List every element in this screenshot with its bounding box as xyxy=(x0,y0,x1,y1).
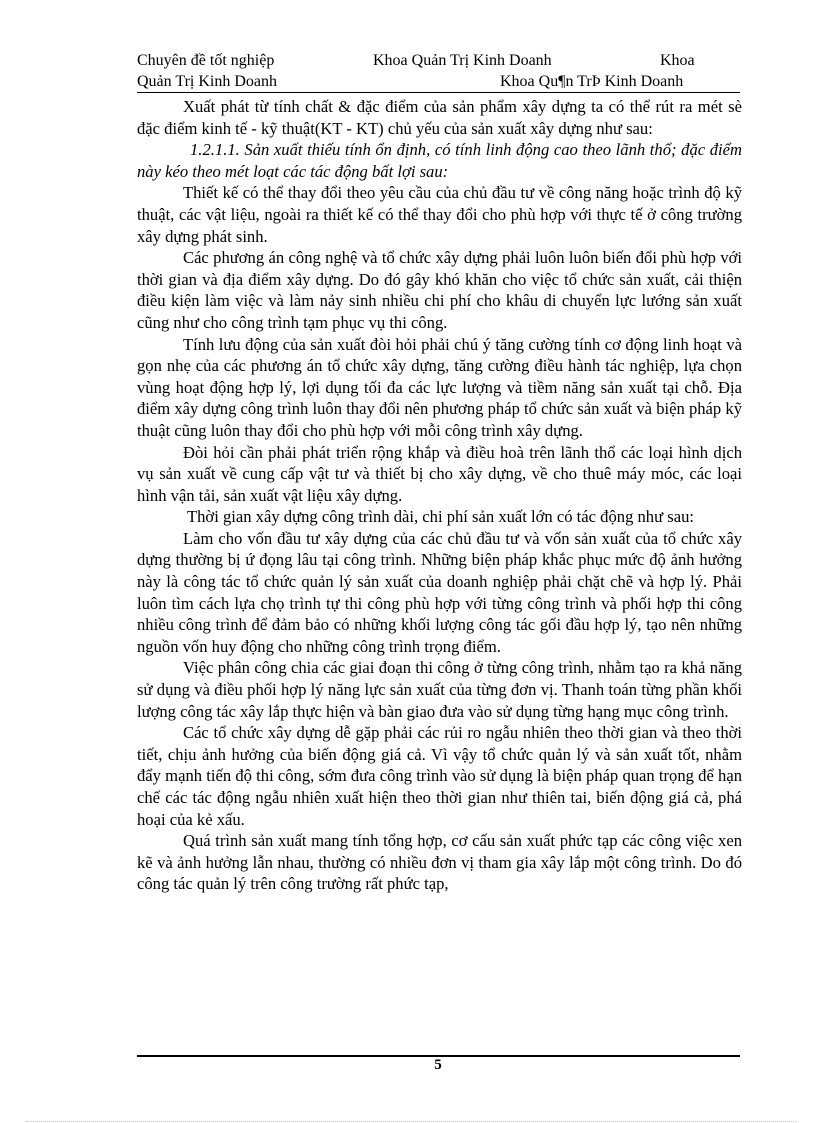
paragraph-design-changes: Thiết kế có thể thay đổi theo yêu cầu của chủ đầu tư về công năng hoặc trình độ kỹ thuật, các vật liệu, ngoài ra thiết kế có thể thay đổi cho phù hợp với thực tế ở công trường xây dựng phát sinh. xyxy=(137,183,742,246)
paragraph-phases: Việc phân công chia các giai đoạn thi công ở từng công trình, nhằm tạo ra khả năng sử dụng và điều phối hợp lý năng lực sản xuất của từng đơn vị. Thanh toán từng phần khối lượng công tác xây lắp thực hiện và bàn giao đưa vào sử dụng từng hạng mục công trình. xyxy=(137,658,742,721)
paragraph-capital: Làm cho vốn đầu tư xây dựng của các chủ đầu tư và vốn sản xuất của tổ chức xây dựng thường bị ứ đọng lâu tại công trình. Những biện pháp khắc phục mức độ ảnh hưởng này là công tác tổ chức quản lý sản xuất của doanh nghiệp phải chặt chẽ và hợp lý. Phải luôn tìm cách lựa chọ trình tự thi công phù hợp với từng công trình và phối hợp thi công nhiều công trình để đảm bảo có những khối lượng công tác gối đầu hợp lý, tạo nên những nguồn vốn huy động cho những công trình trọng điểm. xyxy=(137,528,742,656)
header-divider xyxy=(137,92,740,93)
paragraph-mobility: Tính lưu động của sản xuất đòi hỏi phải chú ý tăng cường tính cơ động linh hoạt và gọn nhẹ của các phương án tổ chức xây dựng, tăng cường điều hành tác nghiệp, lựa chọn vùng hoạt động hợp lý, lợi dụng tối đa các lực lượng và tiềm năng sản xuất tại chỗ. Địa điểm xây dựng công trình luôn thay đổi nên phương pháp tổ chức sản xuất và biện pháp kỹ thuật cũng luôn thay đổi cho phù hợp với mỗi công trình xây dựng. xyxy=(137,334,742,440)
paragraph-intro: Xuất phát từ tính chất & đặc điểm của sản phẩm xây dựng ta có thể rút ra mét sè đặc điểm kinh tế - kỹ thuật(KT - KT) chủ yếu của sản xuất xây dựng như sau: xyxy=(137,97,742,138)
page-header xyxy=(137,50,740,92)
document-body xyxy=(137,96,742,895)
header-faculty: Khoa Quản Trị Kinh Doanh xyxy=(373,52,552,69)
page-bottom-dotted-border xyxy=(26,1121,796,1122)
page-number xyxy=(0,1057,816,1074)
paragraph-complexity: Quá trình sản xuất mang tính tổng hợp, cơ cấu sản xuất phức tạp các công việc xen kẽ và ảnh hưởng lẫn nhau, thường có nhiều đơn vị tham gia xây lắp một công trình. Do đó công tác quản lý trên công trường rất phức tạp, xyxy=(137,831,742,894)
header-faculty-garbled: Khoa Qu¶n TrÞ Kinh Doanh xyxy=(500,73,684,90)
page-number-text: 5 xyxy=(434,1057,442,1073)
paragraph-risks: Các tổ chức xây dựng dễ gặp phải các rủi ro ngẫu nhiên theo thời gian và theo thời tiết, chịu ảnh hưởng của biến động giá cả. Vì vậy tổ chức quản lý và sản xuất tốt, nhằm đẩy mạnh tiến độ thi công, sớm đưa công trình vào sử dụng là biện pháp quan trọng để hạn chế các tác động ngẫu nhiên xuất hiện theo thời gian như thiên tai, biến động giá cả, phá hoại của kẻ xấu. xyxy=(137,723,742,829)
paragraph-technology-options: Các phương án công nghệ và tổ chức xây dựng phải luôn luôn biến đổi phù hợp với thời gian và địa điểm xây dựng. Do đó gây khó khăn cho việc tổ chức sản xuất, cải thiện điều kiện làm việc và làm nảy sinh nhiều chi phí cho khâu di chuyển lực lướng sản xuất cũng như cho công trình tạm phục vụ thi công. xyxy=(137,248,742,332)
header-row-2 xyxy=(137,71,740,92)
paragraph-services: Đòi hỏi cần phải phát triển rộng khắp và điều hoà trên lãnh thổ các loại hình dịch vụ sản xuất về cung cấp vật tư và thiết bị cho xây dựng, về cho thuê máy móc, các loại hình vận tải, sản xuất vật liệu xây dựng. xyxy=(137,442,742,505)
header-faculty-continued: Quản Trị Kinh Doanh xyxy=(137,73,278,90)
paragraph-long-duration: Thời gian xây dựng công trình dài, chi phí sản xuất lớn có tác động như sau: xyxy=(187,507,694,527)
header-document-type: Chuyên đề tốt nghiệp xyxy=(137,52,275,69)
header-row-1 xyxy=(137,50,740,71)
section-heading-1-2-1-1: 1.2.1.1. Sản xuất thiếu tính ổn định, có tính linh động cao theo lãnh thổ; đặc điểm này kéo theo mét loạt các tác động bất lợi sau: xyxy=(137,140,742,181)
header-faculty-label: Khoa xyxy=(660,52,695,69)
